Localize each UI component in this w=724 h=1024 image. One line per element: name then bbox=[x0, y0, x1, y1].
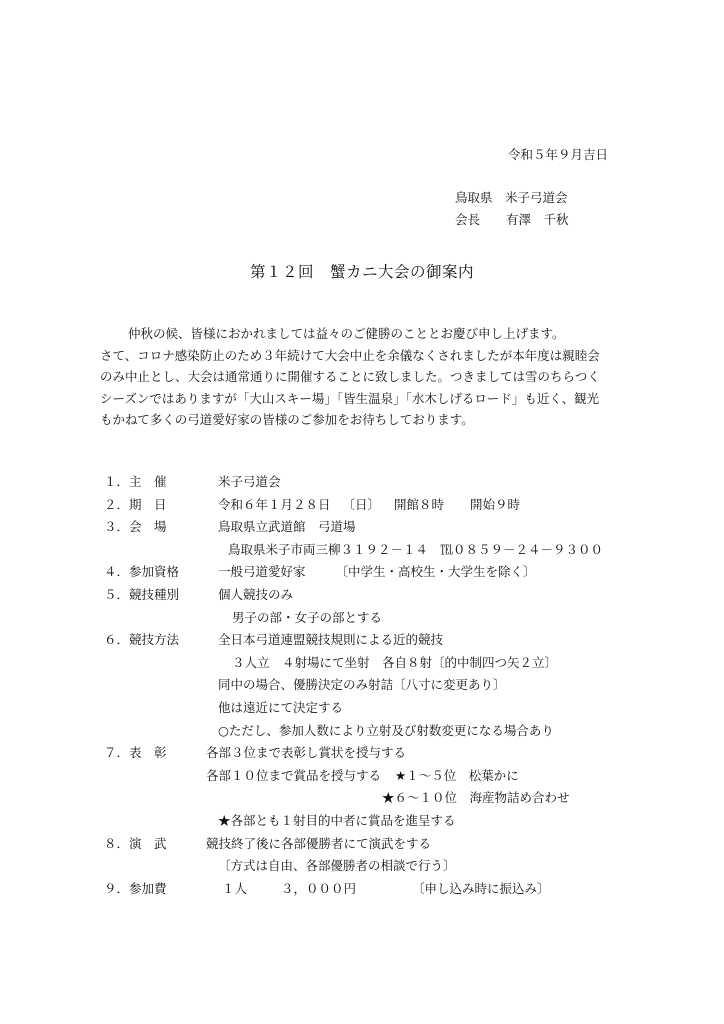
body-line: シーズンではありますが「大山スキー場」「皆生温泉」「水木しげるロード」も近く、観光 bbox=[100, 390, 600, 406]
chair-title: 会長 bbox=[455, 212, 481, 227]
item-value: 競技終了後に各部優勝者にて演武をする bbox=[206, 835, 432, 851]
item-category bbox=[104, 584, 644, 607]
item-value: 個人競技のみ bbox=[218, 586, 294, 602]
item-method-line bbox=[104, 697, 644, 720]
awards-line: ★各部とも１射目的中者に賞品を進呈する bbox=[218, 812, 456, 828]
item-value bbox=[218, 561, 536, 584]
item-awards-line bbox=[104, 810, 644, 833]
item-awards-line bbox=[104, 787, 644, 810]
item-category-sub bbox=[104, 607, 644, 630]
item-venue bbox=[104, 516, 644, 539]
fee-people: １人 bbox=[222, 880, 248, 896]
item-label: ５．競技種別 bbox=[104, 586, 180, 602]
item-date bbox=[104, 494, 644, 517]
awards-prize-text: 各部１０位まで賞品を授与する bbox=[206, 767, 382, 783]
item-demo-note bbox=[104, 855, 644, 878]
issue-date: 令和５年９月吉日 bbox=[507, 147, 608, 162]
item-awards-line bbox=[104, 765, 644, 788]
chair-name: 有澤 千秋 bbox=[506, 212, 569, 227]
document-title: 第１２回 蟹カニ大会の御案内 bbox=[249, 263, 474, 281]
body-line: さて、コロナ感染防止のため３年続けて大会中止を余儀なくされましたが本年度は親睦会 bbox=[100, 347, 600, 363]
item-method-line bbox=[104, 674, 644, 697]
item-label: ６．競技方法 bbox=[104, 632, 180, 648]
event-date: 令和６年１月２８日 bbox=[218, 496, 331, 512]
demo-note: 〔方式は自由、各部優勝者の相談で行う〕 bbox=[218, 858, 456, 874]
item-fee bbox=[104, 878, 644, 901]
item-value bbox=[222, 878, 550, 901]
item-label: ９．参加費 bbox=[104, 880, 167, 896]
item-method-line bbox=[104, 652, 644, 675]
start-time: 開始９時 bbox=[470, 496, 521, 512]
fee-amount: ３，０００円 bbox=[281, 880, 357, 896]
item-label: ８．演 武 bbox=[104, 835, 167, 851]
item-value: 鳥取県立武道館 弓道場 bbox=[218, 519, 356, 535]
awards-line bbox=[206, 765, 519, 788]
method-line: 同中の場合、優勝決定のみ射詰〔八寸に変更あり〕 bbox=[218, 677, 506, 693]
item-eligibility bbox=[104, 561, 644, 584]
item-method-line bbox=[104, 720, 644, 743]
body-line: もかねて多くの弓道愛好家の皆様のご参加をお待ちしております。 bbox=[100, 412, 474, 427]
method-line: ３人立 ４射場にて坐射 各自８射〔的中制四つ矢２立〕 bbox=[232, 654, 558, 670]
item-organizer bbox=[104, 471, 644, 494]
eligibility-note: 〔中学生・高校生・大学生を除く〕 bbox=[335, 564, 536, 580]
item-value bbox=[218, 494, 520, 517]
greeting-body bbox=[100, 323, 630, 431]
chair-signature bbox=[455, 214, 569, 227]
method-line: ○ただし、参加人数により立射及び射数変更になる場合あり bbox=[218, 722, 554, 738]
fee-note: 〔申し込み時に振込み〕 bbox=[412, 880, 550, 896]
item-label: ７．表 彰 bbox=[104, 745, 167, 761]
awards-line: 各部３位まで表彰し賞状を授与する bbox=[206, 745, 407, 761]
item-value: 米子弓道会 bbox=[218, 474, 281, 489]
prize-second: ★６～１０位 海産物詰め合わせ bbox=[382, 790, 570, 806]
method-line: 他は遠近にて決定する bbox=[218, 699, 344, 715]
prize-first: ★１～５位 松葉かに bbox=[395, 767, 519, 783]
item-label: ３．会 場 bbox=[104, 519, 167, 535]
item-venue-address bbox=[104, 539, 644, 562]
method-line: 全日本弓道連盟競技規則による近的競技 bbox=[218, 632, 444, 648]
body-line: のみ中止とし、大会は通常通りに開催することに致しました。つきましては雪のちらつく bbox=[100, 369, 600, 384]
item-awards bbox=[104, 742, 644, 765]
item-method bbox=[104, 629, 644, 652]
item-label: ４．参加資格 bbox=[104, 564, 180, 580]
category-sub: 男子の部・女子の部とする bbox=[232, 609, 383, 625]
body-line: 仲秋の候、皆様におかれましては益々のご健勝のこととお慶び申し上げます。 bbox=[128, 326, 565, 341]
event-details-list bbox=[104, 471, 644, 900]
item-label: １．主 催 bbox=[104, 474, 167, 489]
item-demo bbox=[104, 833, 644, 856]
venue-address: 鳥取県米子市両三柳３１９２－１４ ℡０８５９－２４－９３００ bbox=[228, 541, 604, 557]
item-label: ２．期 日 bbox=[104, 496, 167, 512]
open-time: 開館８時 bbox=[394, 496, 445, 512]
organization-name: 鳥取県 米子弓道会 bbox=[455, 190, 568, 205]
event-day: 〔日〕 bbox=[342, 496, 381, 512]
eligibility-value: 一般弓道愛好家 bbox=[218, 564, 306, 580]
